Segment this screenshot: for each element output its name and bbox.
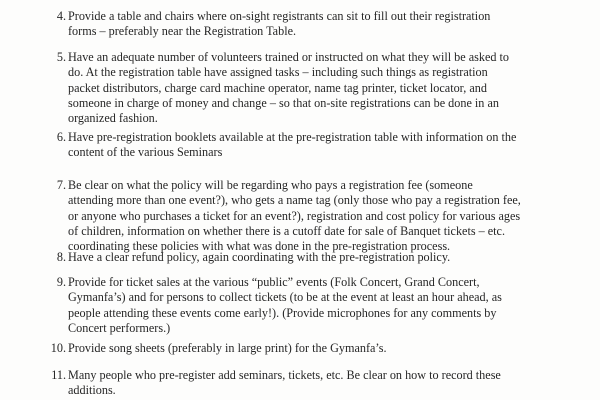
text-line: people attending these events come early!). (Provide microphones for any comments by [68,305,497,320]
text-line: someone in charge of money and change – so that on-site registrations can be done in an [68,95,499,110]
text-line: Provide song sheets (preferably in large print) for the Gymanfa’s. [68,341,387,355]
text-line: Be clear on what the policy will be regarding who pays a registration fee (someone [68,178,473,192]
item-number: 7. [56,178,66,192]
item-text [68,50,588,126]
item-number: 10. [50,341,66,355]
item-number: 5. [56,50,66,64]
item-number: 6. [56,130,66,144]
text-line: Have pre-registration booklets available at the pre-registration table with information on the [68,130,517,144]
text-line: Have an adequate number of volunteers trained or instructed on what they will be asked to [68,50,509,64]
item-number: 8. [56,250,66,264]
text-line: attending more than one event?), who gets a name tag (only those who pay a registration fee, [68,193,521,208]
text-line: or anyone who purchases a ticket for an event?), registration and cost policy for various ages [68,208,521,223]
text-line: Provide a table and chairs where on-sight registrants can sit to fill out their registration [68,9,491,23]
item-number: 9. [56,275,66,289]
text-line: coordinating these policies with what was done in the pre-registration process. [68,239,451,254]
text-line: Gymanfa’s) and for persons to collect tickets (to be at the event at least an hour ahead, as [68,290,502,305]
item-text [68,178,588,254]
item-text [68,9,588,40]
text-line: additions. [68,383,116,398]
text-line: do. At the registration table have assigned tasks – including such things as registration [68,65,488,80]
text-line: forms – preferably near the Registration Table. [68,24,297,39]
item-text [68,130,588,161]
text-line: Concert performers.) [68,320,171,335]
text-line: Many people who pre-register add seminars, tickets, etc. Be clear on how to record these [68,368,501,382]
item-number: 11. [51,368,66,382]
item-number: 4. [56,9,66,23]
item-text [68,275,588,336]
text-line: packet distributors, charge card machine operator, name tag printer, ticket locator, and [68,80,487,95]
text-line: organized fashion. [68,111,158,126]
text-line: Provide for ticket sales at the various “public” events (Folk Concert, Grand Concert, [68,275,480,289]
item-text [68,250,588,265]
item-text [68,341,588,356]
text-line: of children, information on whether there is a cutoff date for sale of Banquet tickets – etc. [68,223,506,238]
item-text [68,368,588,399]
text-line: content of the various Seminars [68,145,223,160]
text-line: Have a clear refund policy, again coordinating with the pre-registration policy. [68,250,451,264]
